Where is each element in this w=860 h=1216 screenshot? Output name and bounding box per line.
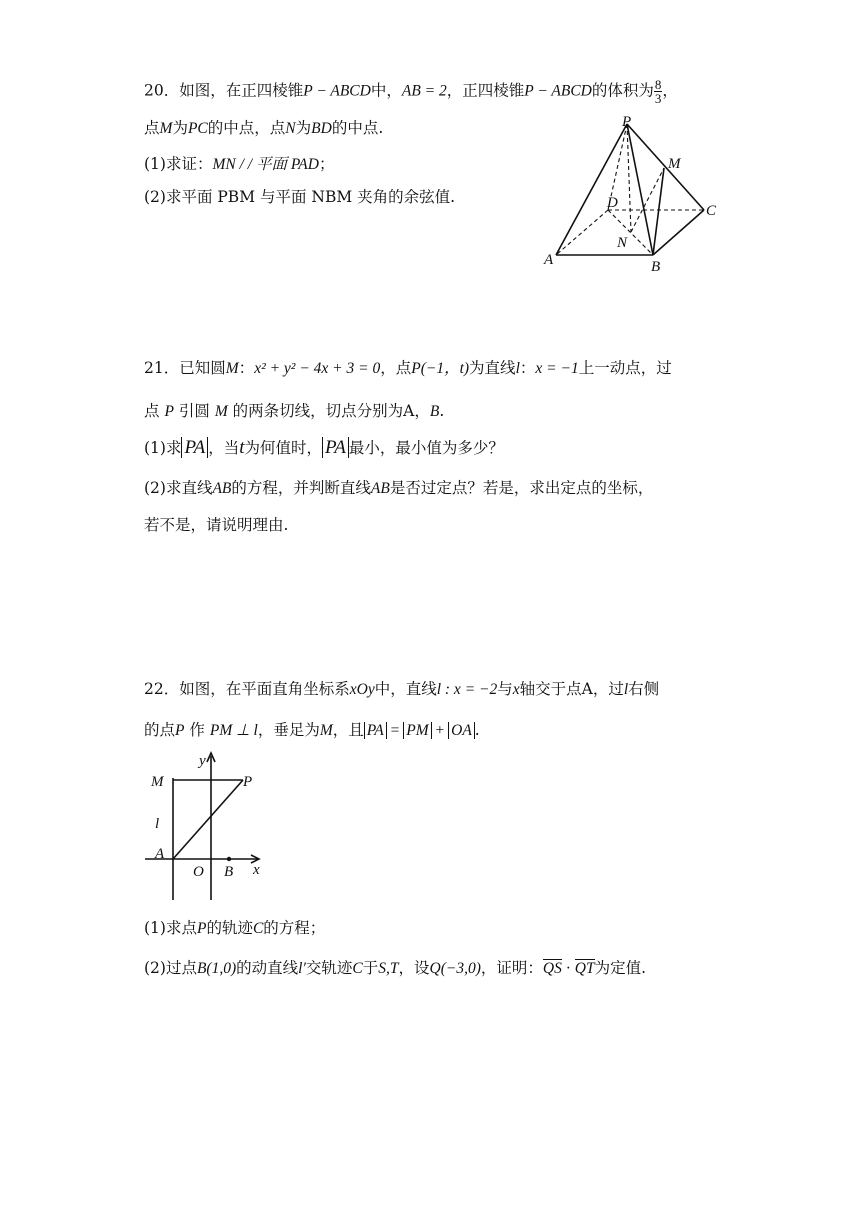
q21-line2: 点 P 引圆 M 的两条切线，切点分别为A，B. — [144, 402, 445, 420]
pyr-label-N: N — [617, 235, 628, 251]
volume-fraction: $\frac{8}{3}$ — [654, 77, 662, 106]
q21-line1: 21．已知圆M：x² + y² − 4x + 3 = 0，点P(−1，t)为直线l：x = −1上一动点，过 — [144, 359, 672, 377]
q20-part1: (1)求证：MN / / 平面 PAD； — [144, 155, 335, 173]
pyr-label-P: P — [622, 114, 632, 130]
q22-line2: 的点P 作 PM ⊥ l，垂足为M，且 PA = PM + OA . — [144, 721, 480, 739]
pyr-label-M: M — [668, 156, 681, 172]
coord-label-x: x — [253, 862, 260, 878]
q22-part2: (2)过点B(1,0)的动直线l′交轨迹C于S,T，设Q(−3,0)，证明：QS · QT为定值. — [144, 959, 647, 977]
coord-label-l: l — [155, 816, 160, 832]
coordinate-figure — [145, 748, 285, 908]
q21-part2: (2)求直线AB的方程，并判断直线AB是否过定点？若是，求出定点的坐标， — [144, 479, 654, 497]
coord-label-M: M — [151, 774, 164, 790]
coord-label-y: y — [199, 753, 206, 769]
coord-label-A: A — [155, 846, 165, 862]
point-B-dot — [227, 857, 231, 861]
pyr-label-C: C — [706, 203, 717, 219]
q20-line1: 20．如图，在正四棱锥P − ABCD中，AB = 2，正四棱锥P − ABCD的体积为 $\frac{8}{3}$ ， — [144, 77, 678, 106]
pyr-label-D: D — [607, 195, 618, 211]
q22-part1: (1)求点P的轨迹C的方程； — [144, 919, 326, 937]
coord-label-B: B — [224, 864, 234, 880]
q22-line1: 22．如图，在平面直角坐标系xOy中，直线l : x = −2与x轴交于点A，过l右侧 — [144, 680, 660, 698]
q21-part1: (1)求 PA ，当t为何值时， PA 最小，最小值为多少？ — [144, 437, 504, 458]
pyramid-figure — [540, 112, 740, 277]
pyr-label-A: A — [544, 252, 554, 268]
q20-part2: (2)求平面 PBM 与平面 NBM 夹角的余弦值. — [144, 188, 456, 206]
coord-label-O: O — [193, 864, 204, 880]
pyr-label-B: B — [651, 259, 661, 275]
q20-line2: 点M为PC的中点，点N为BD的中点. — [144, 119, 384, 137]
coord-label-P: P — [243, 774, 253, 790]
q21-part2-cont: 若不是，请说明理由. — [144, 516, 289, 534]
